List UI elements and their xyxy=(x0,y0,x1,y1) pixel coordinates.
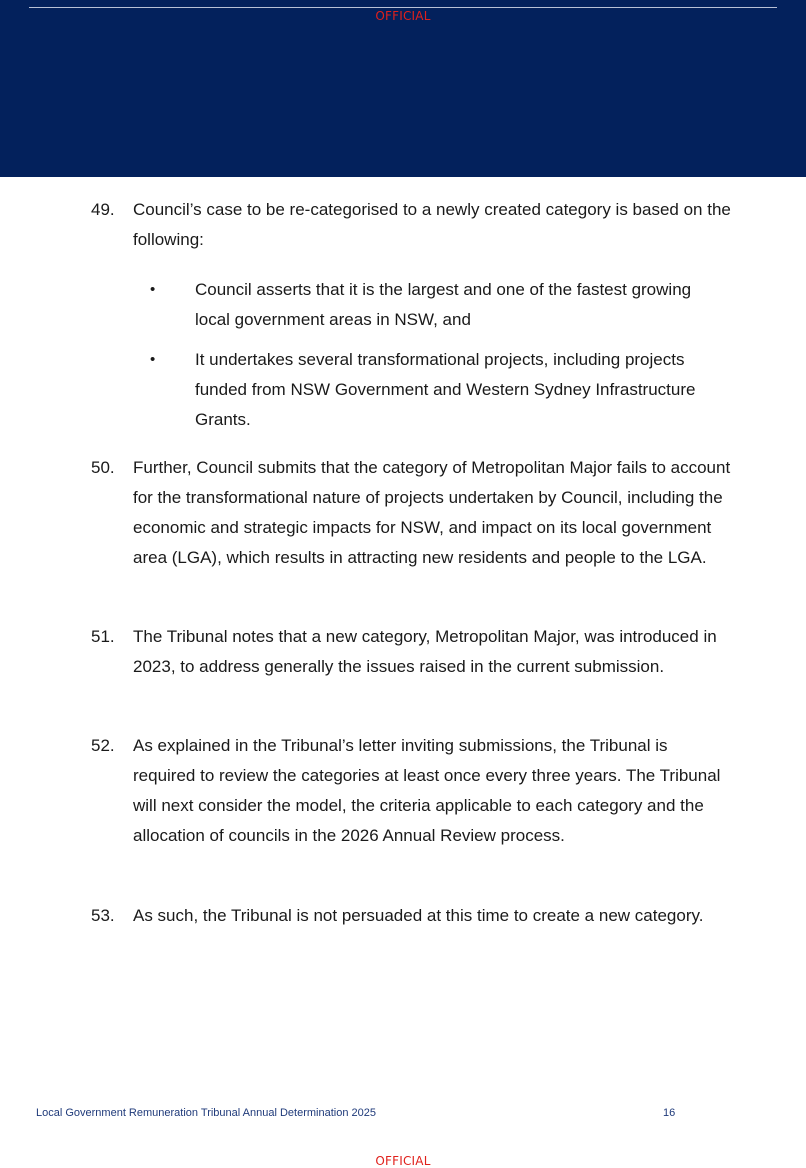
paragraph-number: 50. xyxy=(91,458,115,477)
paragraph-text: Council’s case to be re-categorised to a newly created category is based on the following: xyxy=(133,200,731,249)
bullet-text: It undertakes several transformational projects, including projects funded from NSW Government and Western Sydney Infrastructure Grants. xyxy=(195,350,696,429)
paragraph-text: As explained in the Tribunal’s letter inviting submissions, the Tribunal is required to review the categories at least once every three years. The Tribunal will next consider the model, the criteria applicable to each category and the allocation of councils in the 2026 Annual Review process. xyxy=(133,736,721,845)
paragraph-number: 52. xyxy=(91,736,115,755)
paragraph-53 xyxy=(91,901,731,931)
bullet-item xyxy=(150,345,730,435)
paragraph-text: The Tribunal notes that a new category, Metropolitan Major, was introduced in 2023, to address generally the issues raised in the current submission. xyxy=(133,627,717,676)
bullet-icon: • xyxy=(150,351,156,368)
bullet-text: Council asserts that it is the largest and one of the fastest growing local government areas in NSW, and xyxy=(195,280,692,329)
classification-marking-top: OFFICIAL xyxy=(375,9,431,23)
bullet-icon: • xyxy=(150,281,156,298)
paragraph-text: As such, the Tribunal is not persuaded at this time to create a new category. xyxy=(133,906,704,925)
header-band xyxy=(0,0,806,177)
bullet-item xyxy=(150,275,730,335)
paragraph-49 xyxy=(91,195,731,255)
paragraph-number: 49. xyxy=(91,200,115,219)
paragraph-text: Further, Council submits that the category of Metropolitan Major fails to account for the transformational nature of projects undertaken by Council, including the economic and strategic impacts for NSW, and impact on its local government area (LGA), which results in attracting new residents and people to the LGA. xyxy=(133,458,731,567)
paragraph-number: 53. xyxy=(91,906,115,925)
paragraph-52 xyxy=(91,731,731,851)
classification-marking-bottom: OFFICIAL xyxy=(375,1154,431,1168)
footer-document-title: Local Government Remuneration Tribunal Annual Determination 2025 xyxy=(36,1107,376,1119)
footer-page-number: 16 xyxy=(663,1107,676,1119)
paragraph-50 xyxy=(91,453,731,573)
paragraph-51 xyxy=(91,622,731,682)
paragraph-number: 51. xyxy=(91,627,115,646)
header-rule xyxy=(29,7,777,8)
